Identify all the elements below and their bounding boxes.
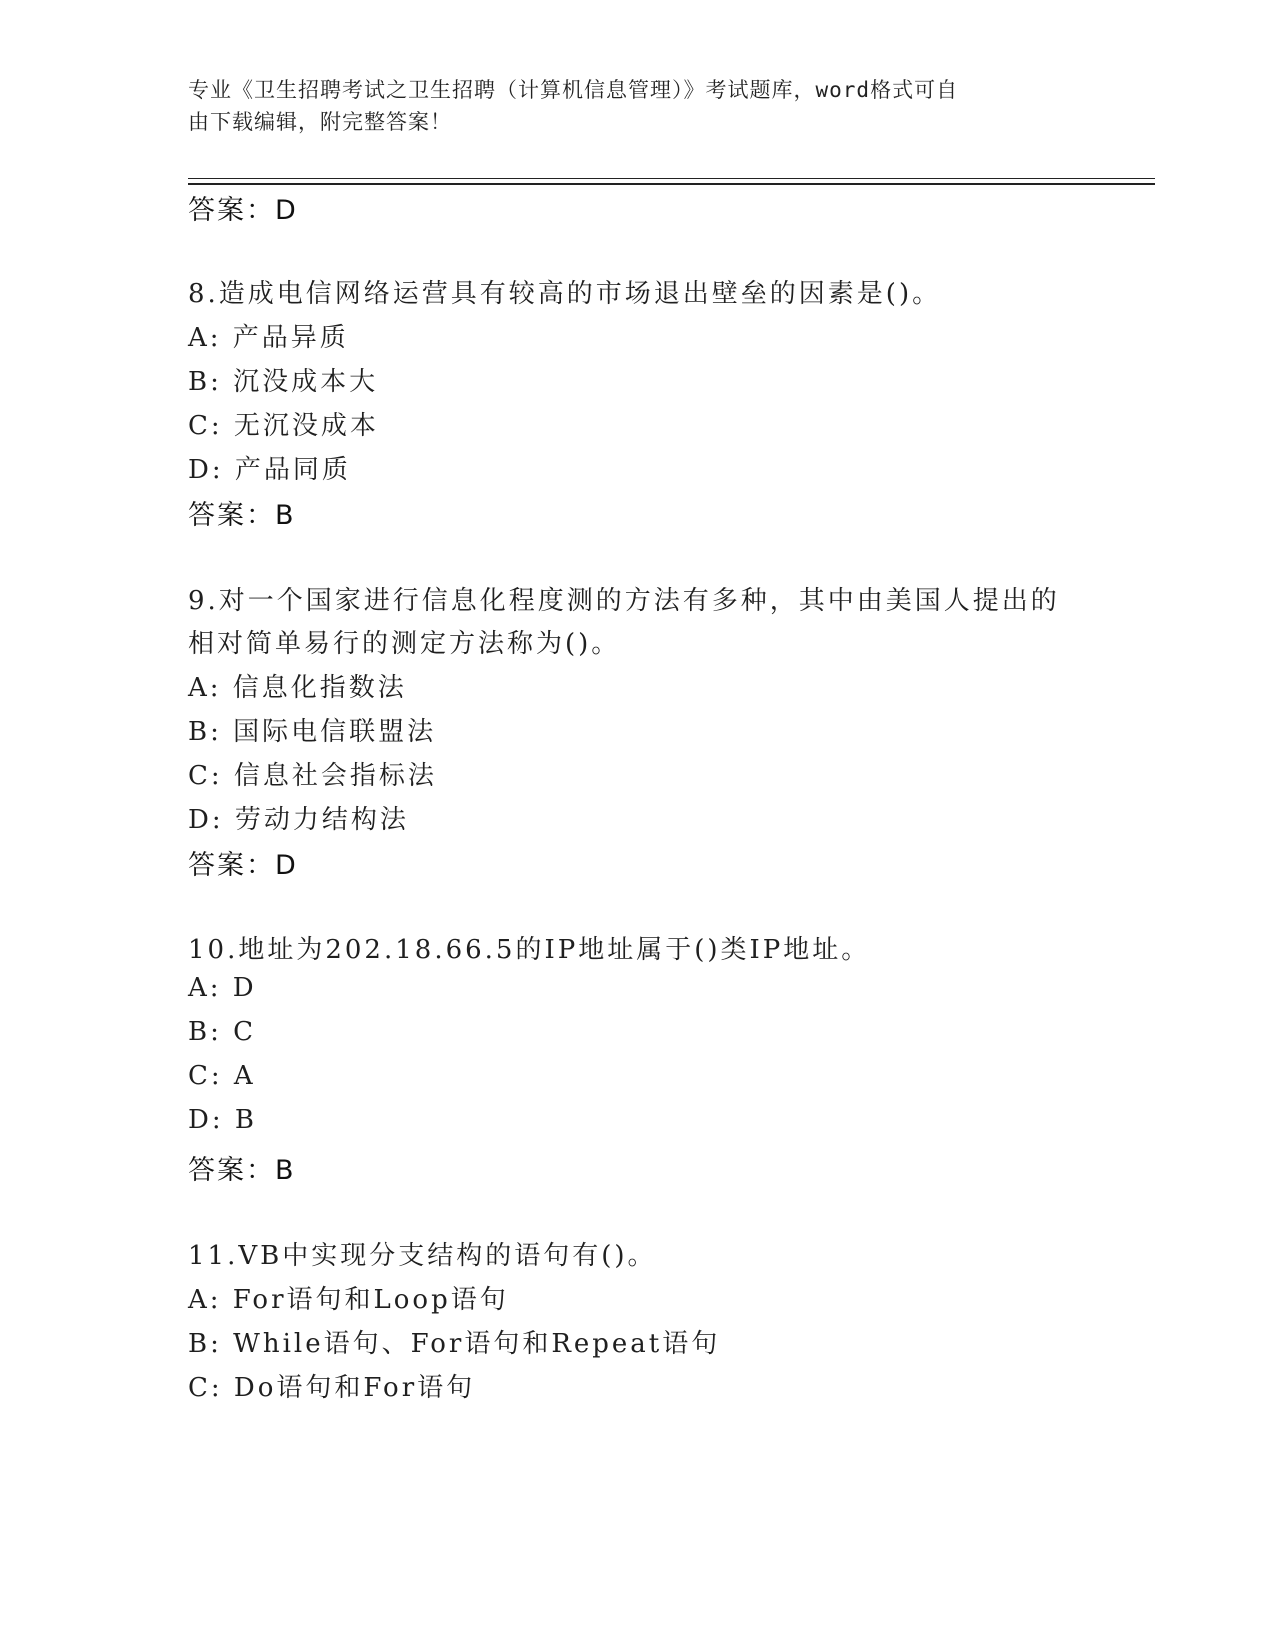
question-10-answer: 答案：B (188, 1155, 296, 1186)
previous-answer: 答案：D (188, 195, 298, 226)
header-divider-thin (188, 178, 1155, 179)
question-9-option-a: A: 信息化指数法 (188, 673, 407, 703)
header-line-1: 专业《卫生招聘考试之卫生招聘（计算机信息管理）》考试题库，word格式可自 (188, 78, 959, 102)
question-8-option-a: A: 产品异质 (188, 323, 349, 353)
question-8-option-b: B: 沉没成本大 (188, 367, 379, 397)
question-11-option-b: B: While语句、For语句和Repeat语句 (188, 1329, 721, 1359)
question-9-option-b: B: 国际电信联盟法 (188, 717, 437, 747)
question-11-option-c: C: Do语句和For语句 (188, 1373, 476, 1403)
header-divider-thick (188, 183, 1155, 185)
question-10-stem: 10.地址为202.18.66.5的IP地址属于()类IP地址。 (188, 935, 871, 965)
question-8-option-d: D: 产品同质 (188, 455, 351, 485)
question-10-option-c: C: A (188, 1061, 256, 1091)
question-9-stem-line-2: 相对简单易行的测定方法称为()。 (188, 629, 621, 659)
question-10-option-a: A: D (188, 973, 257, 1003)
question-8-option-c: C: 无沉没成本 (188, 411, 379, 441)
question-11-stem: 11.VB中实现分支结构的语句有()。 (188, 1241, 657, 1271)
question-9-option-c: C: 信息社会指标法 (188, 761, 437, 791)
header-line-2: 由下载编辑，附完整答案！ (188, 110, 452, 134)
question-10-option-b: B: C (188, 1017, 257, 1047)
question-9-stem-line-1: 9.对一个国家进行信息化程度测的方法有多种，其中由美国人提出的 (188, 586, 1060, 616)
question-10-option-d: D: B (188, 1105, 257, 1135)
question-11-option-a: A: For语句和Loop语句 (188, 1285, 509, 1315)
question-8-stem: 8.造成电信网络运营具有较高的市场退出壁垒的因素是()。 (188, 279, 942, 309)
document-header (188, 74, 1068, 138)
question-9-option-d: D: 劳动力结构法 (188, 805, 409, 835)
question-8-answer: 答案：B (188, 500, 296, 531)
question-9-answer: 答案：D (188, 850, 298, 881)
